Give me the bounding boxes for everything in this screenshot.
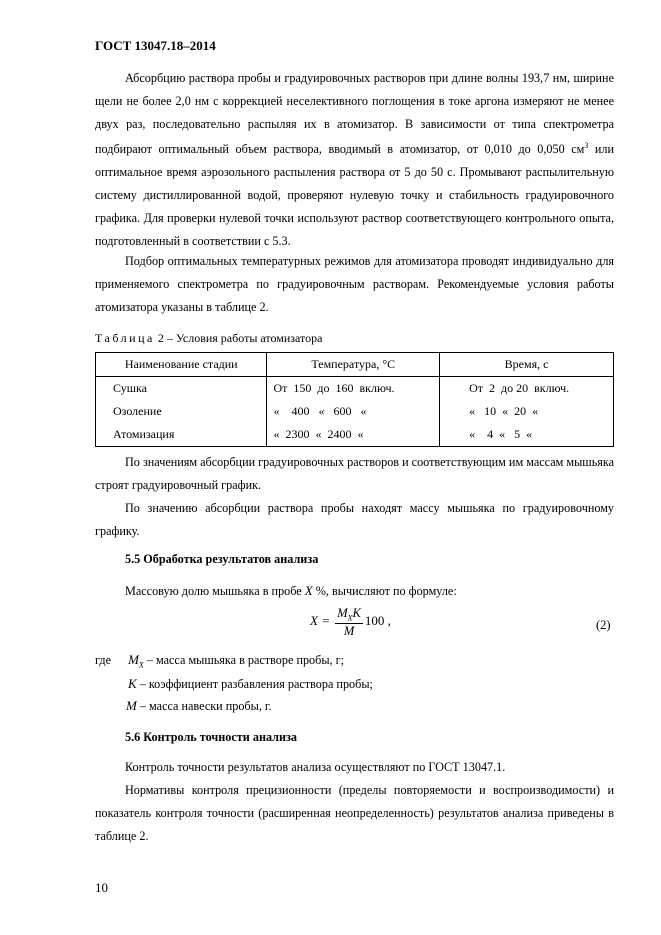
text-line: Рекомендуемые условия работы атомизатора указаны в таблице 2. [95,276,615,314]
text-line: Подбор оптимальных температурных режимов для атомизатора проводят [125,254,510,268]
text-line: воспроизводимости) и показатель контроля точности (расширенная неопределенность) [95,783,614,820]
text: %, вычисляют по формуле: [312,584,457,598]
formula-denominator: M [343,623,355,638]
formula-fraction [335,606,363,639]
table-header-cell: Температура, °С [267,353,440,377]
text-line: от типа спектрометра подбирают оптимальный объем раствора, вводимый в атомизатор, [95,116,615,157]
table-caption-text: 2 – Условия работы атомизатора [154,331,323,345]
text-line: измеряют не менее двух раз, последовательно распыляя их в атомизатор. В зависимости [95,93,614,131]
atomizer-conditions-table [95,352,614,447]
cell-text: « 400 « 600 « [273,404,367,418]
page-number: 10 [95,880,108,895]
variable: M [128,652,139,667]
variable: M [126,698,137,713]
paragraph-sample-mass [95,497,614,543]
definition-text: – масса навески пробы, г. [136,699,272,713]
table-header-cell: Время, с [440,353,614,377]
variable: K [128,676,137,691]
formula-intro [125,583,457,599]
text-line: Абсорбцию раствора пробы и градуировочных растворов при длине волны 193,7 нм, [125,71,571,85]
text-line: точку и стабильность градуировочного графика. Для проверки нулевой точки используют [95,188,614,225]
table-cell [267,377,440,401]
text-line: Контроль точности результатов анализа осуществляют по ГОСТ 13047.1. [125,760,506,774]
table-cell [440,423,614,447]
superscript: 3 [584,141,589,151]
text-line: Нормативы контроля прецизионности (пределы повторяемости и [125,783,486,797]
where-label: где [95,653,112,667]
equation-number: (2) [596,618,611,632]
table-cell [267,423,440,447]
text-line: результатов анализа приведены в таблице 2. [95,805,615,843]
table-caption [95,331,322,346]
formula-numerator [335,606,363,624]
variable: K [352,606,361,620]
table-cell [440,377,614,401]
table-header-cell: Наименование стадии [96,353,267,377]
text-line: мышьяка строят градуировочный график. [95,455,615,492]
text-line: ширине щели не более 2,0 нм с коррекцией неселективного поглощения в токе аргона [95,71,614,108]
text-line: с. Промывают распылительную систему дистиллированной водой, проверяют нулевую [95,165,614,203]
table-cell [96,377,267,401]
definition-line [126,698,272,714]
document-header: ГОСТ 13047.18–2014 [95,38,216,53]
variable: M [337,606,348,620]
formula-lhs: X = [310,613,330,629]
cell-text: « 2300 « 2400 « [273,427,364,441]
cell-text: « 10 « 20 « [469,404,539,418]
text-line: По значению абсорбции раствора пробы находят массу мышьяка по [125,501,516,515]
table-row [96,423,614,447]
paragraph-absorption [95,67,614,252]
paragraph-temperature [95,250,614,318]
definition-line [95,652,344,669]
table-cell [267,400,440,423]
section-heading: 5.6 Контроль точности анализа [125,730,298,744]
text: Массовую долю мышьяка в пробе [125,584,305,598]
table-cell [440,400,614,423]
text-line: от 0,010 до 0,050 см [466,142,585,157]
cell-text: Озоление [113,404,162,418]
text-line: По значениям абсорбции градуировочных растворов и соответствующим им массам [125,455,564,469]
definition-text: – коэффициент разбавления раствора пробы; [136,677,373,691]
formula-rhs: 100 , [364,613,391,629]
text-line: раствор соответствующего контрольного опыта, подготовленный в соответствии с 5.3. [95,210,615,248]
table-row [96,377,614,401]
section-heading: 5.5 Обработка результатов анализа [125,552,319,566]
variable: X [304,583,313,598]
text-line: градуировочному графику. [95,501,615,538]
table-caption-prefix: Таблица [95,331,155,345]
cell-text: От 150 до 160 включ. [273,381,395,395]
table-header-row [96,353,614,377]
cell-text: Атомизация [113,427,175,441]
table-row [96,400,614,423]
table-cell [96,400,267,423]
cell-text: « 4 « 5 « [469,427,533,441]
formula [310,606,391,639]
paragraph-norms [95,779,614,847]
definition-line [128,676,373,692]
text-line: индивидуально для применяемого спектрометра по градуировочным растворам. [95,254,615,291]
cell-text: От 2 до 20 включ. [469,381,570,395]
definition-text: – масса мышьяка в растворе пробы, г; [143,653,345,667]
text-line: или оптимальное время аэрозольного распыления раствора от 5 до 50 [95,142,614,180]
table-cell [96,423,267,447]
subscript: X [138,660,144,670]
subscript: X [347,613,353,623]
cell-text: Сушка [113,381,147,395]
paragraph-graph [95,451,614,497]
